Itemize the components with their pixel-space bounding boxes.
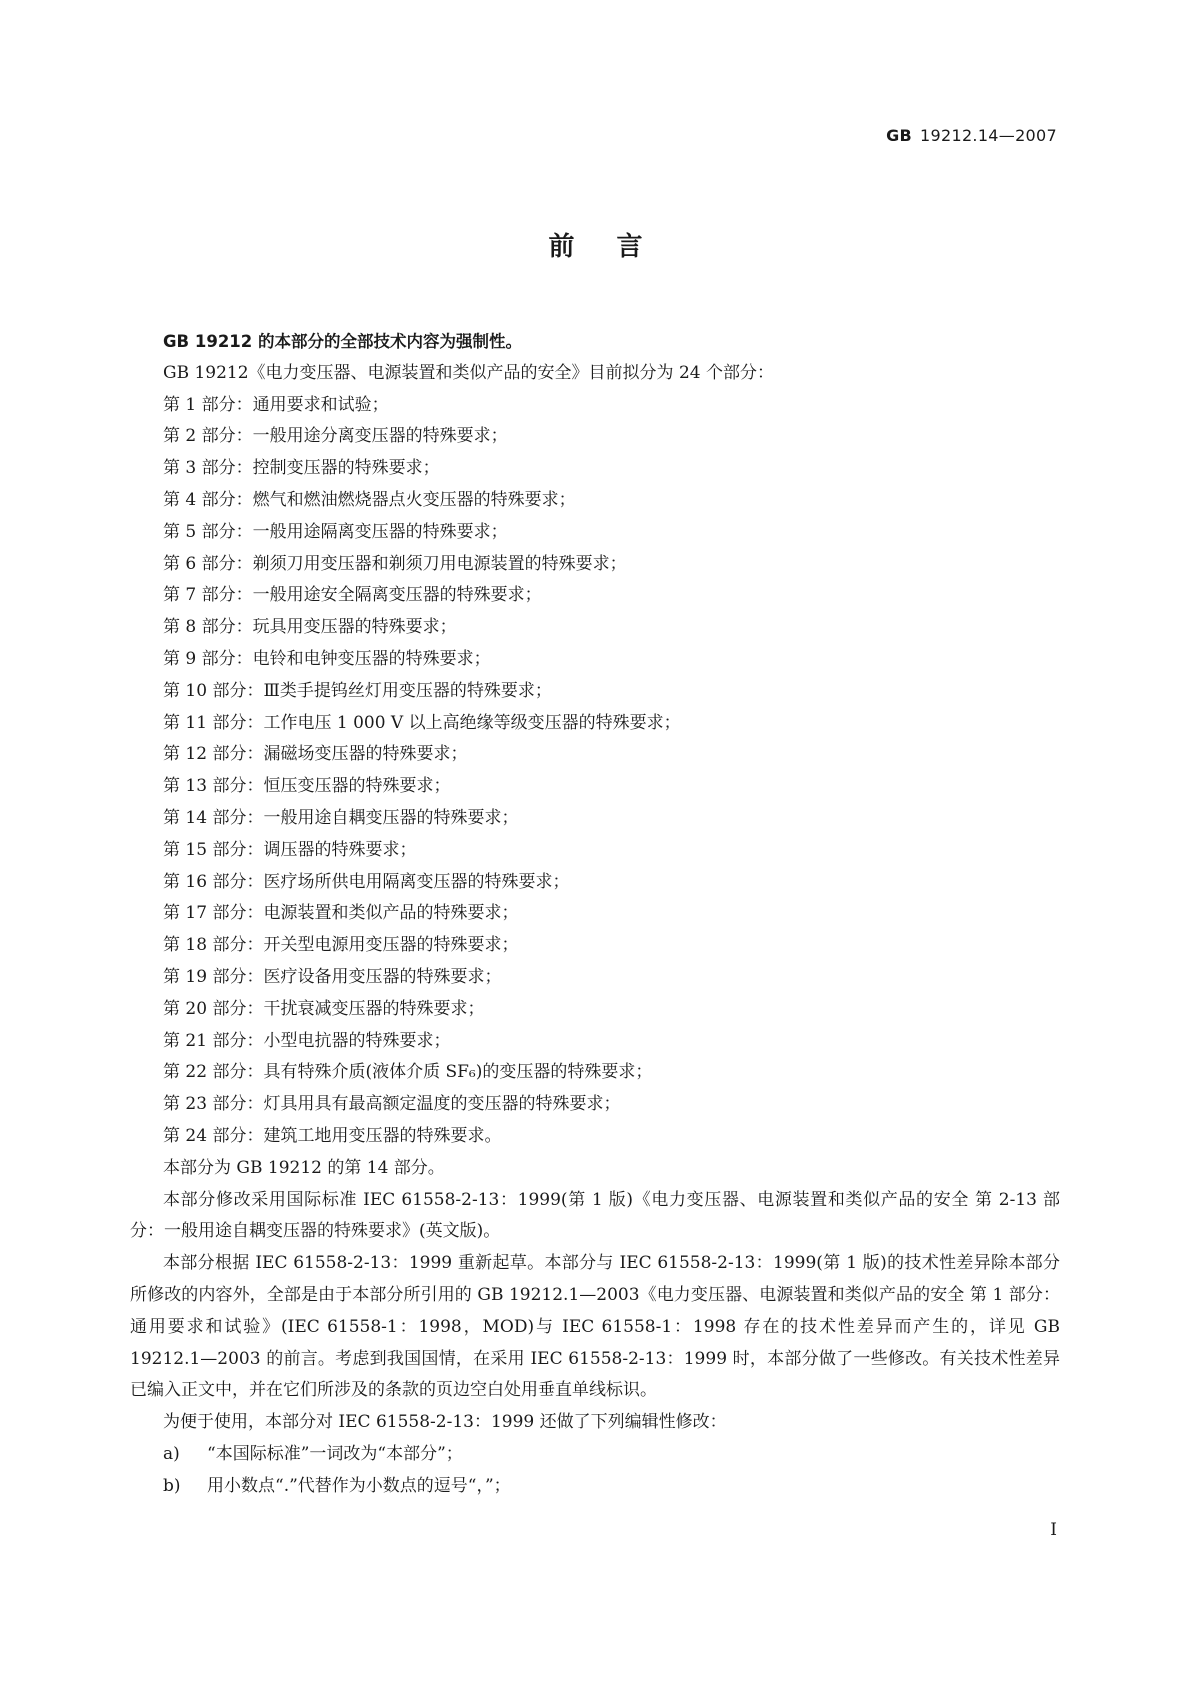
list-item: 第 17 部分：电源装置和类似产品的特殊要求； xyxy=(163,903,519,924)
mandatory-statement: GB 19212 的本部分的全部技术内容为强制性。 xyxy=(163,332,523,351)
list-item: 第 12 部分：漏磁场变压器的特殊要求； xyxy=(163,744,468,765)
list-item: 第 19 部分：医疗设备用变压器的特殊要求； xyxy=(163,966,502,987)
series-intro: GB 19212《电力变压器、电源装置和类似产品的安全》目前拟分为 24 个部分： xyxy=(163,362,774,383)
list-item: 第 5 部分：一般用途隔离变压器的特殊要求； xyxy=(163,521,508,542)
foreword-body xyxy=(130,326,1060,1502)
standard-prefix: GB xyxy=(886,126,913,145)
editorial-changes-list xyxy=(130,1439,1060,1503)
list-item: 第 15 部分：调压器的特殊要求； xyxy=(163,839,417,860)
page-number: I xyxy=(1050,1520,1057,1540)
redraft-paragraph: 本部分根据 IEC 61558-2-13：1999 重新起草。本部分与 IEC 61558-2-13：1999(第 1 版)的技术性差异除本部分所修改的内容外，全部是由于本部分所引用的 GB 19212.1—2003《电力变压器、电源装置和类似产品的安全 第 1 部分：通用要求和试验》(IEC 61558-1：1998，MOD)与 IEC 61558-1：1998 存在的技术性差异而产生的，详见 GB 19212.1—2003 的前言。考虑到我国国情，在采用 IEC 61558-2-13：1999 时，本部分做了一些修改。有关技术性差异已编入正文中，并在它们所涉及的条款的页边空白处用垂直单线标识。 xyxy=(130,1253,1060,1401)
standard-number xyxy=(886,126,1057,145)
list-item: 第 1 部分：通用要求和试验； xyxy=(163,394,389,415)
list-item: 第 3 部分：控制变压器的特殊要求； xyxy=(163,458,440,479)
list-item: 第 2 部分：一般用途分离变压器的特殊要求； xyxy=(163,426,508,447)
standard-id: 19212.14—2007 xyxy=(920,126,1057,145)
list-item: 第 14 部分：一般用途自耦变压器的特殊要求； xyxy=(163,807,519,828)
parts-list xyxy=(130,390,1060,1153)
page-title: 前言 xyxy=(548,232,685,262)
list-item: 第 4 部分：燃气和燃油燃烧器点火变压器的特殊要求； xyxy=(163,489,576,510)
list-item xyxy=(130,1439,1060,1471)
list-item: 第 7 部分：一般用途安全隔离变压器的特殊要求； xyxy=(163,585,542,606)
editorial-intro: 为便于使用，本部分对 IEC 61558-2-13：1999 还做了下列编辑性修改： xyxy=(163,1412,727,1433)
list-item-label: a) xyxy=(163,1443,180,1464)
list-item: 第 22 部分：具有特殊介质(液体介质 SF₆)的变压器的特殊要求； xyxy=(163,1062,653,1083)
list-item: 第 9 部分：电铃和电钟变压器的特殊要求； xyxy=(163,648,491,669)
list-item: 第 6 部分：剃须刀用变压器和剃须刀用电源装置的特殊要求； xyxy=(163,553,627,574)
list-item: 第 11 部分：工作电压 1 000 V 以上高绝缘等级变压器的特殊要求； xyxy=(163,712,681,733)
list-item: 第 20 部分：干扰衰减变压器的特殊要求； xyxy=(163,998,485,1019)
list-item-text: 用小数点“.”代替作为小数点的逗号“，”； xyxy=(207,1475,511,1496)
list-item: 第 21 部分：小型电抗器的特殊要求； xyxy=(163,1030,451,1051)
list-item: 第 24 部分：建筑工地用变压器的特殊要求。 xyxy=(163,1125,502,1146)
list-item-label: b) xyxy=(163,1475,181,1496)
list-item xyxy=(130,1471,1060,1503)
list-item: 第 13 部分：恒压变压器的特殊要求； xyxy=(163,776,451,797)
list-item-text: “本国际标准”一词改为“本部分”； xyxy=(207,1443,463,1464)
list-item: 第 16 部分：医疗场所供电用隔离变压器的特殊要求； xyxy=(163,871,570,892)
list-item: 第 18 部分：开关型电源用变压器的特殊要求； xyxy=(163,935,519,956)
adoption-paragraph: 本部分修改采用国际标准 IEC 61558-2-13：1999(第 1 版)《电力变压器、电源装置和类似产品的安全 第 2-13 部分：一般用途自耦变压器的特殊要求》(英文版)。 xyxy=(130,1189,1060,1242)
list-item: 第 23 部分：灯具用具有最高额定温度的变压器的特殊要求； xyxy=(163,1094,621,1115)
list-item: 第 10 部分：Ⅲ类手提钨丝灯用变压器的特殊要求； xyxy=(163,680,552,701)
list-item: 第 8 部分：玩具用变压器的特殊要求； xyxy=(163,617,457,638)
part-statement: 本部分为 GB 19212 的第 14 部分。 xyxy=(163,1157,445,1178)
